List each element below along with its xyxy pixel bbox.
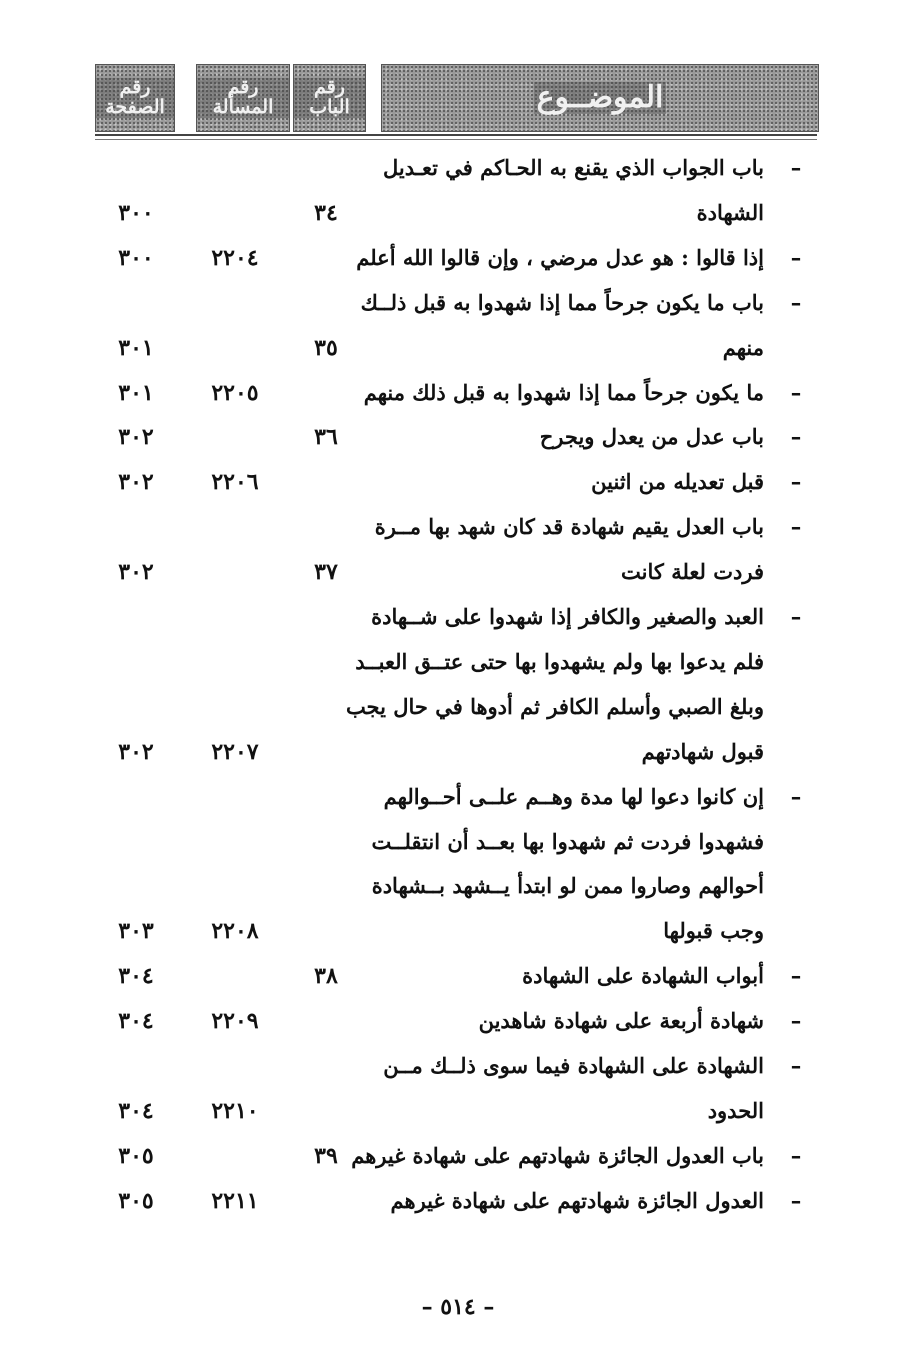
chapter-number: ٣٥	[314, 334, 338, 361]
issue-number: ٢٢١١	[211, 1187, 259, 1214]
entry-title: فشهدوا فردت ثم شهدوا بها بعــد أن انتقلــت	[371, 828, 764, 854]
entry-title: فلم يدعوا بها ولم يشهدوا بها حتى عتــق العبــد	[355, 648, 764, 674]
index-row	[0, 866, 916, 906]
chapter-number: ٣٩	[314, 1142, 338, 1169]
index-row	[0, 552, 916, 592]
index-row	[0, 193, 916, 233]
page-number: – ٥١٤ –	[421, 1294, 495, 1320]
entry-dash: –	[790, 1008, 802, 1034]
entry-dash: –	[790, 604, 802, 629]
index-row	[0, 1091, 916, 1131]
page-reference: ٣٠٢	[118, 738, 154, 765]
entry-title: العبد والصغير والكافر إذا شهدوا على شــهادة	[371, 604, 764, 629]
index-row	[0, 373, 916, 413]
entry-dash: –	[790, 244, 802, 270]
index-row	[0, 417, 916, 457]
entry-dash: –	[790, 783, 802, 809]
issue-number: ٢٢٠٨	[211, 918, 259, 945]
entry-dash: –	[790, 155, 802, 180]
entry-dash: –	[790, 289, 802, 315]
index-row	[0, 1046, 916, 1086]
header-topic: الموضــوع	[381, 64, 819, 132]
page-reference: ٣٠٢	[118, 559, 154, 586]
entry-title: الشهادة	[696, 199, 764, 225]
entry-title: إن كانوا دعوا لها مدة وهــم علــى أحــوالهم	[383, 783, 764, 809]
header-chapter-number: رقم الباب	[293, 64, 366, 132]
issue-number: ٢٢٠٧	[211, 738, 259, 765]
header-rule	[95, 134, 817, 136]
header-issue-number: رقم المسألة	[196, 64, 290, 132]
issue-number: ٢٢٠٥	[211, 379, 259, 406]
entry-title: باب الجواب الذي يقنع به الحـاكم في تعـديل	[383, 155, 764, 180]
page-reference: ٣٠٣	[118, 918, 154, 945]
chapter-number: ٣٧	[314, 559, 338, 586]
chapter-number: ٣٤	[314, 199, 338, 226]
entry-dash: –	[790, 469, 802, 495]
page-reference: ٣٠٢	[118, 424, 154, 451]
index-row	[0, 911, 916, 951]
header-page-number: رقم الصفحة	[95, 64, 175, 132]
entry-title: الشهادة على الشهادة فيما سوى ذلــك مــن	[383, 1053, 764, 1078]
entry-title: باب عدل من يعدل ويجرح	[539, 424, 764, 450]
page-reference: ٣٠٥	[118, 1187, 154, 1214]
page-reference: ٣٠٤	[118, 963, 154, 990]
page-reference: ٣٠٤	[118, 1097, 154, 1124]
index-row	[0, 732, 916, 772]
entry-dash: –	[790, 514, 802, 540]
entry-title: أحوالهم وصاروا ممن لو ابتدأ يــشهد بــشهادة	[371, 873, 764, 899]
index-row	[0, 956, 916, 996]
entry-title: قبل تعديله من اثنين	[591, 469, 764, 495]
index-row	[0, 462, 916, 502]
entry-title: الحدود	[707, 1097, 764, 1123]
entry-title: باب ما يكون جرحاً مما إذا شهدوا به قبل ذلــك	[360, 289, 764, 315]
page-reference: ٣٠٢	[118, 469, 154, 496]
index-row	[0, 687, 916, 727]
entry-dash: –	[790, 1187, 802, 1213]
entry-title: ما يكون جرحاً مما إذا شهدوا به قبل ذلك منهم	[363, 379, 764, 405]
chapter-number: ٣٨	[314, 963, 338, 990]
entry-dash: –	[790, 963, 802, 989]
index-row	[0, 507, 916, 547]
page-reference: ٣٠٥	[118, 1142, 154, 1169]
issue-number: ٢٢١٠	[211, 1097, 259, 1124]
issue-number: ٢٢٠٤	[211, 244, 259, 271]
page-reference: ٣٠٠	[118, 244, 154, 271]
entry-title: وبلغ الصبي وأسلم الكافر ثم أدوها في حال يجب	[345, 693, 764, 719]
index-row	[0, 1181, 916, 1221]
index-row	[0, 642, 916, 682]
entry-title: قبول شهادتهم	[641, 738, 764, 764]
issue-number: ٢٢٠٦	[211, 469, 259, 496]
header-rule-thin	[95, 139, 817, 140]
index-row	[0, 1136, 916, 1176]
entry-title: العدول الجائزة شهادتهم على شهادة غيرهم	[390, 1187, 764, 1213]
index-row	[0, 328, 916, 368]
entry-title: باب العدول الجائزة شهادتهم على شهادة غيرهم	[351, 1142, 764, 1168]
index-row	[0, 283, 916, 323]
chapter-number: ٣٦	[314, 424, 338, 451]
index-row	[0, 1001, 916, 1041]
entry-dash: –	[790, 1142, 802, 1168]
entry-title: شهادة أربعة على شهادة شاهدين	[478, 1008, 764, 1034]
entry-title: منهم	[722, 334, 764, 360]
entry-title: إذا قالوا : هو عدل مرضي ، وإن قالوا الله أعلم	[356, 244, 764, 270]
page-reference: ٣٠١	[118, 379, 154, 406]
entry-title: وجب قبولها	[663, 918, 764, 944]
entry-dash: –	[790, 1053, 802, 1078]
entry-title: أبواب الشهادة على الشهادة	[522, 963, 764, 989]
index-row	[0, 597, 916, 637]
page-reference: ٣٠٤	[118, 1008, 154, 1035]
index-row	[0, 822, 916, 862]
page-reference: ٣٠٠	[118, 199, 154, 226]
issue-number: ٢٢٠٩	[211, 1008, 259, 1035]
entry-title: باب العدل يقيم شهادة قد كان شهد بها مــرة	[374, 514, 764, 540]
index-row	[0, 777, 916, 817]
page-reference: ٣٠١	[118, 334, 154, 361]
entry-title: فردت لعلة كانت	[621, 559, 764, 585]
entry-dash: –	[790, 379, 802, 405]
index-row	[0, 238, 916, 278]
entry-dash: –	[790, 424, 802, 450]
index-row	[0, 148, 916, 188]
